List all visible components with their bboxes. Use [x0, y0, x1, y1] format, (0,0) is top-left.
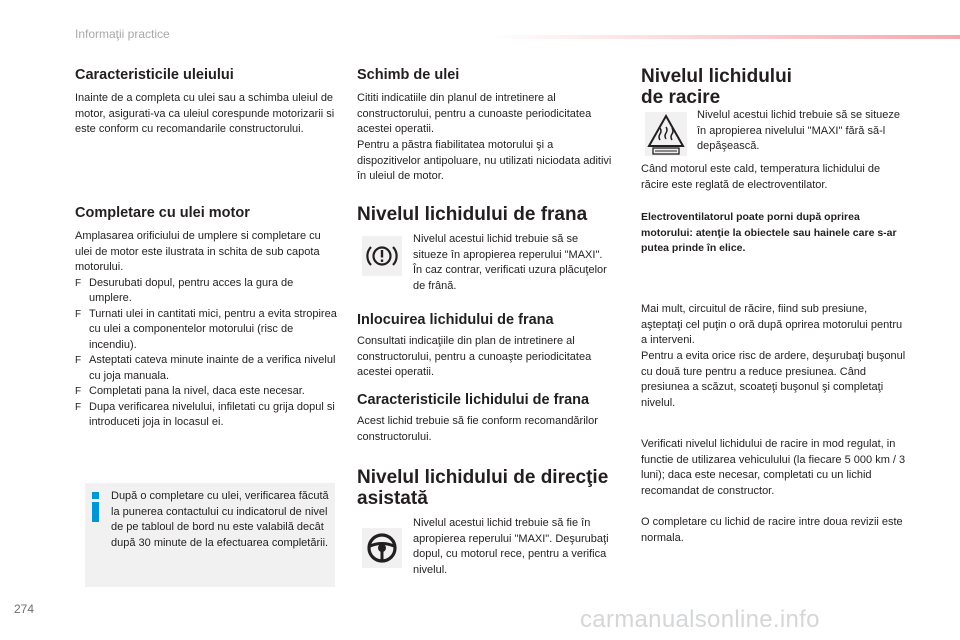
- list-item: F Asteptati cateva minute inainte de a verifica nivelul cu joja manuala.: [75, 354, 336, 382]
- page-number: 274: [14, 602, 35, 616]
- oil-characteristics-heading: Caracteristicile uleiului: [75, 67, 234, 83]
- coolant-level-text-2: Când motorul este cald, temperatura lichidului de răcire este reglată de electroventilator.: [641, 163, 881, 191]
- page-section-title: Informaţii practice: [75, 27, 170, 41]
- bullet-glyph: F: [75, 308, 82, 320]
- info-icon: [91, 492, 100, 522]
- watermark: carmanualsonline.info: [580, 606, 820, 633]
- fan-warning-text: Electroventilatorul poate porni după oprirea motorului: atenţie la obiectele sau hainele care s-ar putea prinde în elice.: [641, 211, 897, 254]
- coolant-level-heading: Nivelul lichidului de racire: [641, 66, 792, 108]
- oil-change-text-1: Cititi indicatiile din planul de intretinere al constructorului, pentru a cunoaste periodicitatea acestei operatii.: [357, 92, 592, 135]
- oil-topup-steps: [75, 276, 339, 431]
- hot-coolant-warning-icon: [645, 112, 687, 156]
- coolant-pressure-text: Mai mult, circuitul de răcire, fiind sub presiune, aşteptaţi cel puţin o oră după oprirea motorului pentru a interveni.: [641, 303, 903, 346]
- steering-wheel-icon: [362, 528, 402, 568]
- oil-topup-heading: Completare cu ulei motor: [75, 205, 250, 221]
- bullet-glyph: F: [75, 277, 82, 289]
- brake-fluid-level-heading: Nivelul lichidului de frana: [357, 204, 588, 225]
- header-gradient-bar: [490, 35, 960, 39]
- oil-topup-section: [75, 229, 339, 431]
- oil-characteristics-text: Inainte de a completa cu ulei sau a schimba uleiul de motor, asigurati-va ca uleiul corespunde motorizarii si este conform cu recomandarile constructorului.: [75, 92, 335, 135]
- list-item: F Turnati ulei in cantitati mici, pentru a evita stropirea cu ulei a componentelor motorului (risc de incendiu).: [75, 307, 337, 351]
- power-steering-text: Nivelul acestui lichid trebuie să fie în apropierea reperului "MAXI". Deşurubaţi dopul, cu motorul rece, pentru a verifica nivelul.: [413, 517, 609, 576]
- brake-fluid-replace-text: Consultati indicaţiile din plan de intretinere al constructorului, pentru a cunoaşte periodicitatea acestei operatii.: [357, 335, 592, 378]
- oil-change-heading: Schimb de ulei: [357, 67, 460, 83]
- info-note-box: [85, 483, 335, 587]
- oil-topup-intro: Amplasarea orificiului de umplere si completare cu ulei de motor este ilustrata in schita de sub capota motorului.: [75, 230, 321, 273]
- brake-warning-icon: [362, 236, 402, 276]
- coolant-level-text-1: Nivelul acestui lichid trebuie să se situeze în apropierea nivelului "MAXI" fără să-l depăşească.: [697, 109, 900, 152]
- info-note-text: După o completare cu ulei, verificarea făcută la punerea contactului cu indicatorul de nivel de pe tabloul de bord nu este valabilă decât după 30 minute de la efectuarea completării.: [111, 490, 329, 549]
- list-item: F Desurubati dopul, pentru acces la gura de umplere.: [75, 276, 294, 304]
- power-steering-heading: Nivelul lichidului de direcţie asistată: [357, 467, 609, 509]
- coolant-release-text: Pentru a evita orice risc de ardere, deşurubaţi buşonul cu două ture pentru a reduce presiunea. Când presiunea a scăzut, scoateţi buşonul şi completaţi nivelul.: [641, 350, 906, 409]
- coolant-check-text: Verificati nivelul lichidului de racire in mod regulat, in functie de utilizarea vehiculului (la fiecare 5 000 km / 3 luni); daca este necesar, completati cu un lichid recomandat de constructor.: [641, 438, 906, 497]
- brake-fluid-replace-heading: Inlocuirea lichidului de frana: [357, 312, 554, 328]
- brake-fluid-char-text: Acest lichid trebuie să fie conform recomandărilor constructorului.: [357, 415, 598, 443]
- oil-change-text-2: Pentru a păstra fiabilitatea motorului şi a dispozitivelor antipoluare, nu utilizati niciodata aditivi în uleiul de motor.: [357, 139, 612, 182]
- coolant-topup-normal-text: O completare cu lichid de racire intre doua revizii este normala.: [641, 516, 903, 544]
- list-item: F Dupa verificarea nivelului, infiletati cu grija dopul si introduceti joja in locasul ei.: [75, 400, 335, 428]
- brake-fluid-char-heading: Caracteristicile lichidului de frana: [357, 392, 590, 408]
- bullet-glyph: F: [75, 355, 82, 366]
- list-item: F Completati pana la nivel, daca este necesar.: [75, 384, 339, 400]
- bullet-glyph: F: [75, 401, 82, 413]
- bullet-glyph: F: [75, 386, 82, 397]
- brake-fluid-level-text: Nivelul acestui lichid trebuie să se situeze în apropierea reperului "MAXI". În caz contrar, verificati uzura plăcuţelor de frână.: [413, 233, 607, 292]
